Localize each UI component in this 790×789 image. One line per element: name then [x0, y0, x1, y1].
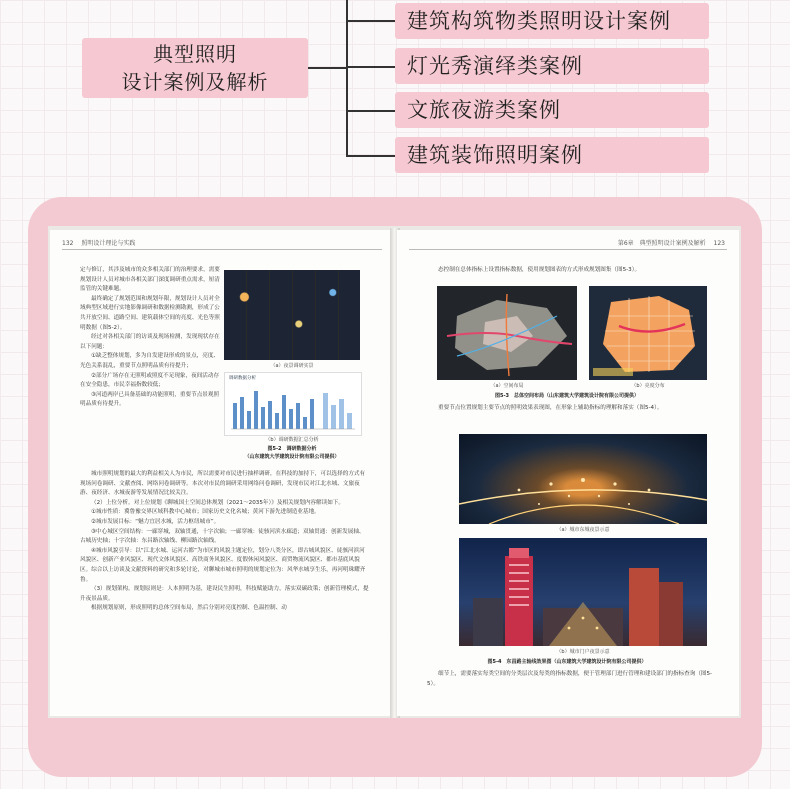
fig2-caption: 图5-2 调研数据分析 [267, 446, 317, 452]
right-para: 细节上，需要落实每类空间的分类层次及每类的指标数据，便于管理部门进行管理和建设部门的指标查询（图5-5）。 [427, 671, 713, 687]
connector-branch-3 [346, 110, 395, 112]
left-para: ②城市发展目标：“魅力宜居水城，活力枢纽城市”。 [91, 518, 220, 525]
connector-vertical [346, 0, 348, 156]
left-page [50, 230, 393, 716]
branch-cultural-tourism [395, 92, 709, 128]
fig2-source: （山东建筑大学建筑设计院有限公司提供） [244, 454, 340, 460]
right-running-title: 典型照明设计案例及解析 [639, 240, 706, 247]
chapter-label: 第6章 [617, 240, 634, 247]
left-para: 经过对各相关部门的访谈及现场检测，发现现状存在以下问题： [80, 334, 220, 350]
connector-branch-1 [346, 20, 395, 22]
fig4a-caption: （a）城市东城夜景示意 [556, 527, 610, 533]
fig4b-caption: （b）城市门户夜景示意 [556, 649, 610, 655]
left-para: ①缺乏整体规划，多为自发建设形成的景点，亮度、光色关系混乱，重要节点照明品质有待提升； [80, 353, 220, 369]
right-page-number: 123 [713, 240, 725, 247]
right-para: 重要节点位置规划主要节点的照明效果表现图，在形象上辅助指标的理解和落实（图5-4）。 [438, 405, 663, 411]
fig3-caption: 图5-3 总体空间布局（山东建筑大学建筑设计院有限公司提供） [494, 393, 640, 399]
brightness-map [589, 286, 707, 380]
left-para: ②部分广场存在无照明或照度不足现象，夜间活动存在安全隐患，市民幸福指数较低； [80, 372, 220, 389]
left-para: ③河道两岸已具备基础的功能照明，重要节点景观照明品质有待提升。 [80, 391, 220, 408]
east-city-night-render [459, 434, 707, 524]
left-para: （3）规划架构。规划原则是：人本照明为基，建设民生照明，科技赋能助力，落实双碳政策；创新管理模式，提升夜景品质。 [80, 586, 369, 602]
left-text-column [80, 266, 220, 410]
left-para: 城市照明规划的最大的利益相关人为市民，所以需要对市民进行抽样调研，在科技的加持下，可以选择的方式有现场问卷调研、文献查阅、网络问卷调研等。本次对市民的调研采用网络问卷调研，发现市民对江北水城、文旅夜游、夜经济、水城夜游等发展情况比较关注。 [80, 471, 366, 497]
left-para: ③中心城区空间结构：一廊穿城，双轴贯通，十字次轴；一廊穿城：徒骇河滨水廊道；双轴贯通：创新发展轴、古城历史轴；十字次轴：东昌路次轴线、柳园路次轴线。 [80, 528, 365, 545]
right-header-rule [409, 249, 727, 250]
fig4-caption: 图5-4 东昌路主轴线效果图（山东建筑大学建筑设计院有限公司提供） [487, 659, 647, 665]
branch-label: 建筑装饰照明案例 [407, 143, 583, 167]
branch-decorative-lighting [395, 137, 709, 173]
left-page-header [62, 238, 135, 247]
spatial-layout-map [437, 286, 577, 380]
fig3b-caption: （b）亮度分布 [631, 383, 665, 389]
night-survey-collage [224, 270, 360, 360]
root-topic-box [82, 38, 308, 98]
left-para: ①城市性质：冀鲁豫交界区域科教中心城市；国家历史文化名城；黄河下游先进制造业基地。 [91, 509, 320, 516]
left-running-title: 照明设计理论与实践 [81, 240, 136, 247]
connector-horizontal [308, 67, 348, 69]
branch-light-show [395, 48, 709, 84]
branch-label: 建筑构筑物类照明设计案例 [407, 9, 671, 33]
root-topic-line1: 典型照明 [153, 42, 237, 66]
left-page-number: 132 [62, 240, 74, 247]
left-para: 最终确定了规划范围和规划年限，规划设计人员对全域典型区域进行实地影像调研和数据检测勘测，形成了公共开放空间、道路空间、建筑载体空间的亮度、光色等照明数据（图5-2）。 [80, 295, 220, 331]
right-para: 态控制在总体指标上设置指标数据，使用规划图表的方式形成规划图集（图5-3）。 [438, 267, 641, 273]
right-page-header [618, 238, 725, 247]
right-page [397, 230, 739, 716]
root-topic-line2: 设计案例及解析 [121, 70, 269, 94]
left-para: 定与修订，其涉及城市的众多相关部门的治理要求，需要规划设计人员对城市各相关部门深度调研重点需求，厘清监管的关键难题。 [80, 267, 220, 293]
left-para: （2）上位分析。对上位规划《聊城国土空间总体规划（2021～2035年）》及相关规划内容解读如下。 [91, 499, 344, 506]
fig2b-caption: （b）调研数据汇总分析 [265, 437, 319, 443]
fig2a-caption: （a）夜景调研实景 [270, 363, 314, 369]
chart-title: 调研数据分析 [229, 376, 256, 381]
connector-branch-4 [346, 155, 395, 157]
branch-label: 文旅夜游类案例 [407, 98, 561, 122]
connector-branch-2 [346, 66, 395, 68]
left-text-full [80, 470, 370, 614]
city-gateway-night-render [459, 538, 707, 646]
fig3a-caption: （a）空间布局 [490, 383, 524, 389]
left-header-rule [62, 249, 382, 250]
left-para: ④城市风貌引导：以“江北水城、运河古都”为市区的风貌主题定位，划分八类分区，即古城风貌区、徒骇河滨河风貌区、创新产业风貌区、现代文体风貌区、高铁商务风貌区、度假休闲风貌区、商贸物流风貌区、都市基底风貌区。综合以上访谈及文献资料的研究和多轮讨论，对聊城市城市照明的规划定位为：风华水城享生乐，再河明珠耀齐鲁。 [80, 547, 366, 583]
survey-bar-chart [224, 372, 362, 436]
left-para: 根据规划原则，形成照明的总体空间布局，然后分别对亮度控制、色温控制、动 [91, 605, 287, 612]
branch-label: 灯光秀演绎类案例 [407, 54, 583, 78]
branch-building-lighting [395, 3, 709, 39]
